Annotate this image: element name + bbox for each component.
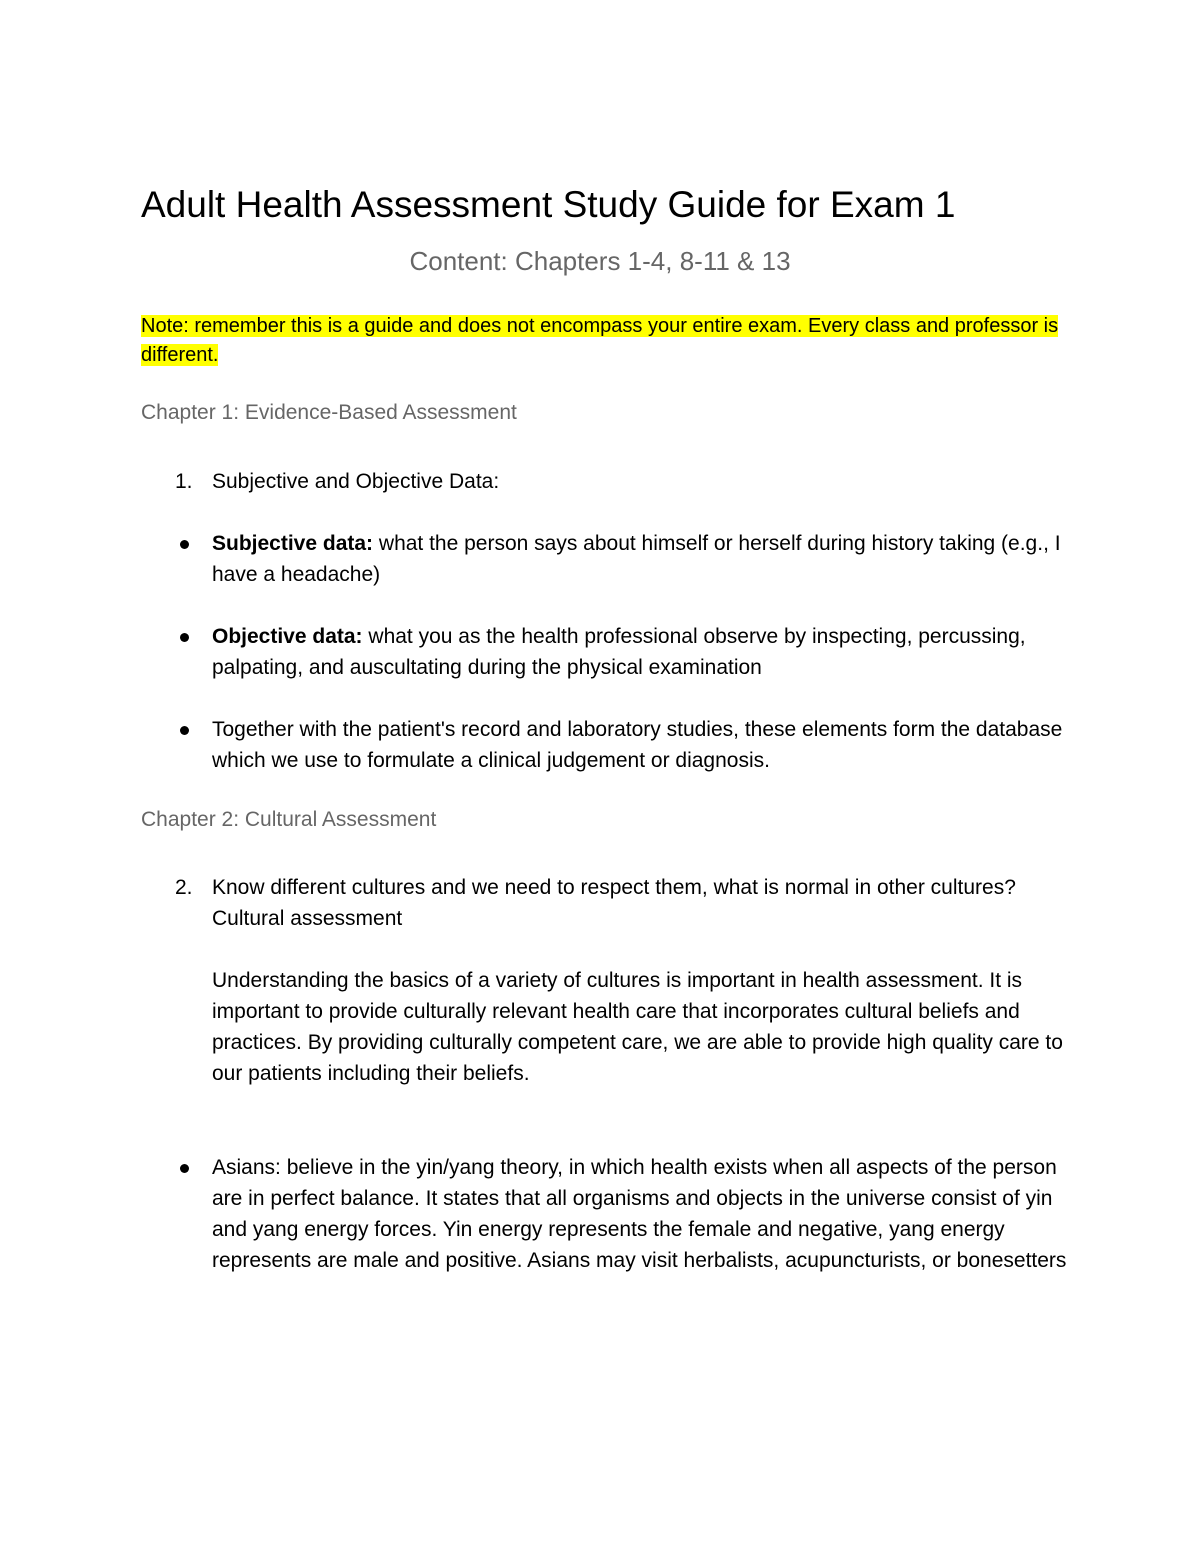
bullet-icon	[180, 633, 189, 642]
bullet-term: Subjective data:	[212, 532, 374, 555]
bullet-description: what you as the health professional observe by inspecting, percussing, palpating, and auscultating during the physical examination	[212, 625, 1026, 679]
list-number: 2.	[175, 876, 193, 899]
paragraph-text: Understanding the basics of a variety of cultures is important in health assessment. It is important to provide culturally relevant health care that incorporates cultural beliefs and practices. By providing culturally competent care, we are able to provide high quality care to our patients including their beliefs.	[212, 969, 1063, 1085]
bullet-icon	[180, 540, 189, 549]
bullet-asians	[141, 1152, 1071, 1276]
numbered-item-text: Know different cultures and we need to respect them, what is normal in other cultures? Cultural assessment	[212, 876, 1016, 930]
numbered-item-text: Subjective and Objective Data:	[212, 470, 500, 493]
bullet-text	[212, 621, 1071, 683]
document-subtitle: Content: Chapters 1-4, 8-11 & 13	[409, 246, 791, 276]
numbered-item-1	[141, 466, 1071, 497]
bullet-objective-data	[141, 621, 1071, 683]
bullet-text: Asians: believe in the yin/yang theory, in which health exists when all aspects of the person are in perfect balance. It states that all organisms and objects in the universe consist of yin and yang energy forces. Yin energy represents the female and negative, yang energy represents are male and positive. Asians may visit herbalists, acupuncturists, or bonesetters	[212, 1156, 1067, 1272]
highlighted-note	[141, 312, 1061, 369]
bullet-subjective-data	[141, 528, 1071, 590]
chapter-1-heading: Chapter 1: Evidence-Based Assessment	[141, 401, 517, 424]
bullet-icon	[180, 1164, 189, 1173]
note-text: Note: remember this is a guide and does not encompass your entire exam. Every class and professor is different.	[141, 315, 1059, 366]
chapter-2-heading: Chapter 2: Cultural Assessment	[141, 808, 437, 831]
bullet-icon	[180, 726, 189, 735]
cultural-paragraph	[141, 965, 1071, 1089]
bullet-text: Together with the patient's record and laboratory studies, these elements form the database which we use to formulate a clinical judgement or diagnosis.	[212, 718, 1063, 772]
document-title: Adult Health Assessment Study Guide for Exam 1	[141, 184, 956, 225]
bullet-database	[141, 714, 1071, 776]
list-number: 1.	[175, 470, 193, 493]
bullet-term: Objective data:	[212, 625, 363, 648]
bullet-text	[212, 528, 1071, 590]
bullet-description: what the person says about himself or herself during history taking (e.g., I have a headache)	[212, 532, 1061, 586]
numbered-item-2	[141, 872, 1071, 934]
